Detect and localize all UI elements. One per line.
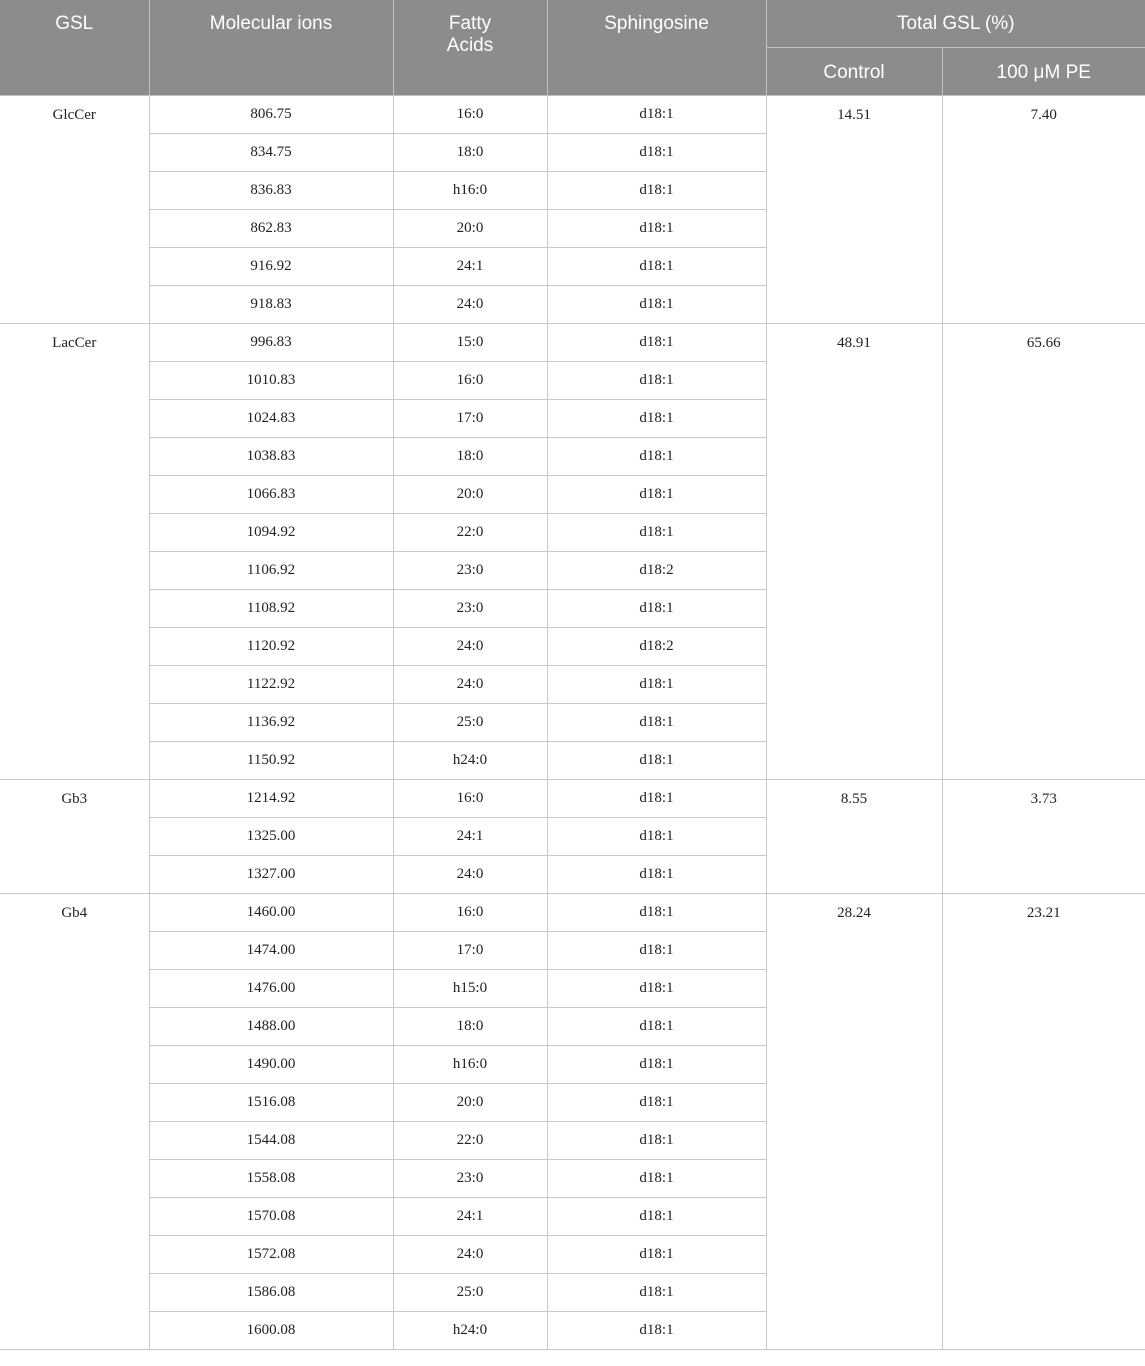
header-control: Control — [766, 48, 942, 96]
sphingosine-cell: d18:1 — [547, 514, 766, 552]
fatty-acid-cell: h15:0 — [393, 970, 547, 1008]
fatty-acid-cell: 24:1 — [393, 1198, 547, 1236]
sphingosine-cell: d18:1 — [547, 1198, 766, 1236]
group-name-cell: Gb3 — [0, 780, 149, 894]
molecular-ion-cell: 1474.00 — [149, 932, 393, 970]
group-name-cell: GlcCer — [0, 96, 149, 324]
fatty-acid-cell: 23:0 — [393, 552, 547, 590]
header-molecular-ions: Molecular ions — [149, 0, 393, 96]
sphingosine-cell: d18:1 — [547, 742, 766, 780]
molecular-ion-cell: 1327.00 — [149, 856, 393, 894]
pe-total-cell: 7.40 — [942, 96, 1145, 324]
molecular-ion-cell: 1024.83 — [149, 400, 393, 438]
molecular-ion-cell: 1570.08 — [149, 1198, 393, 1236]
fatty-acid-cell: 25:0 — [393, 1274, 547, 1312]
table-body — [0, 96, 1145, 1350]
sphingosine-cell: d18:1 — [547, 780, 766, 818]
pe-total-cell: 65.66 — [942, 324, 1145, 780]
fatty-acid-cell: 16:0 — [393, 96, 547, 134]
fatty-acid-cell: 17:0 — [393, 400, 547, 438]
sphingosine-cell: d18:1 — [547, 704, 766, 742]
sphingosine-cell: d18:1 — [547, 856, 766, 894]
table-row — [0, 894, 1145, 932]
sphingosine-cell: d18:1 — [547, 324, 766, 362]
fatty-acid-cell: 16:0 — [393, 362, 547, 400]
molecular-ion-cell: 1108.92 — [149, 590, 393, 628]
fatty-acid-cell: 17:0 — [393, 932, 547, 970]
molecular-ion-cell: 1038.83 — [149, 438, 393, 476]
sphingosine-cell: d18:1 — [547, 1008, 766, 1046]
sphingosine-cell: d18:1 — [547, 1046, 766, 1084]
molecular-ion-cell: 1150.92 — [149, 742, 393, 780]
control-total-cell: 28.24 — [766, 894, 942, 1350]
molecular-ion-cell: 1476.00 — [149, 970, 393, 1008]
fatty-acid-cell: 16:0 — [393, 894, 547, 932]
fatty-acid-cell: 22:0 — [393, 1122, 547, 1160]
molecular-ion-cell: 1066.83 — [149, 476, 393, 514]
sphingosine-cell: d18:1 — [547, 438, 766, 476]
sphingosine-cell: d18:1 — [547, 1122, 766, 1160]
header-total-gsl: Total GSL (%) — [766, 0, 1145, 48]
molecular-ion-cell: 1460.00 — [149, 894, 393, 932]
molecular-ion-cell: 1544.08 — [149, 1122, 393, 1160]
fatty-acid-cell: 25:0 — [393, 704, 547, 742]
pe-total-cell: 23.21 — [942, 894, 1145, 1350]
fatty-acid-cell: h16:0 — [393, 172, 547, 210]
fatty-acid-cell: 23:0 — [393, 1160, 547, 1198]
fatty-acid-cell: 23:0 — [393, 590, 547, 628]
table-row — [0, 96, 1145, 134]
header-fatty-acids-label: Fatty Acids — [446, 13, 494, 56]
sphingosine-cell: d18:2 — [547, 628, 766, 666]
molecular-ion-cell: 1136.92 — [149, 704, 393, 742]
sphingosine-cell: d18:1 — [547, 286, 766, 324]
sphingosine-cell: d18:1 — [547, 1274, 766, 1312]
sphingosine-cell: d18:1 — [547, 894, 766, 932]
fatty-acid-cell: 24:1 — [393, 248, 547, 286]
molecular-ion-cell: 1214.92 — [149, 780, 393, 818]
molecular-ion-cell: 916.92 — [149, 248, 393, 286]
molecular-ion-cell: 1572.08 — [149, 1236, 393, 1274]
header-sphingosine: Sphingosine — [547, 0, 766, 96]
fatty-acid-cell: 24:0 — [393, 856, 547, 894]
control-total-cell: 48.91 — [766, 324, 942, 780]
sphingosine-cell: d18:1 — [547, 362, 766, 400]
sphingosine-cell: d18:1 — [547, 590, 766, 628]
sphingosine-cell: d18:1 — [547, 818, 766, 856]
fatty-acid-cell: h16:0 — [393, 1046, 547, 1084]
molecular-ion-cell: 1516.08 — [149, 1084, 393, 1122]
sphingosine-cell: d18:2 — [547, 552, 766, 590]
molecular-ion-cell: 1600.08 — [149, 1312, 393, 1350]
sphingosine-cell: d18:1 — [547, 476, 766, 514]
fatty-acid-cell: h24:0 — [393, 1312, 547, 1350]
molecular-ion-cell: 834.75 — [149, 134, 393, 172]
sphingosine-cell: d18:1 — [547, 1160, 766, 1198]
molecular-ion-cell: 996.83 — [149, 324, 393, 362]
header-fatty-acids — [393, 0, 547, 96]
molecular-ion-cell: 1094.92 — [149, 514, 393, 552]
fatty-acid-cell: 20:0 — [393, 1084, 547, 1122]
group-name-cell: Gb4 — [0, 894, 149, 1350]
molecular-ion-cell: 1586.08 — [149, 1274, 393, 1312]
molecular-ion-cell: 862.83 — [149, 210, 393, 248]
table-row — [0, 324, 1145, 362]
molecular-ion-cell: 1122.92 — [149, 666, 393, 704]
pe-total-cell: 3.73 — [942, 780, 1145, 894]
molecular-ion-cell: 1120.92 — [149, 628, 393, 666]
fatty-acid-cell: 20:0 — [393, 210, 547, 248]
table-row — [0, 780, 1145, 818]
fatty-acid-cell: 22:0 — [393, 514, 547, 552]
fatty-acid-cell: 24:0 — [393, 666, 547, 704]
control-total-cell: 14.51 — [766, 96, 942, 324]
sphingosine-cell: d18:1 — [547, 1312, 766, 1350]
group-name-cell: LacCer — [0, 324, 149, 780]
fatty-acid-cell: 18:0 — [393, 438, 547, 476]
control-total-cell: 8.55 — [766, 780, 942, 894]
molecular-ion-cell: 1010.83 — [149, 362, 393, 400]
sphingosine-cell: d18:1 — [547, 666, 766, 704]
sphingosine-cell: d18:1 — [547, 970, 766, 1008]
molecular-ion-cell: 836.83 — [149, 172, 393, 210]
sphingosine-cell: d18:1 — [547, 1084, 766, 1122]
fatty-acid-cell: h24:0 — [393, 742, 547, 780]
sphingosine-cell: d18:1 — [547, 1236, 766, 1274]
fatty-acid-cell: 24:0 — [393, 286, 547, 324]
molecular-ion-cell: 806.75 — [149, 96, 393, 134]
sphingosine-cell: d18:1 — [547, 172, 766, 210]
fatty-acid-cell: 20:0 — [393, 476, 547, 514]
sphingosine-cell: d18:1 — [547, 96, 766, 134]
molecular-ion-cell: 1488.00 — [149, 1008, 393, 1046]
sphingosine-cell: d18:1 — [547, 210, 766, 248]
fatty-acid-cell: 24:1 — [393, 818, 547, 856]
fatty-acid-cell: 18:0 — [393, 134, 547, 172]
table-header — [0, 0, 1145, 96]
fatty-acid-cell: 24:0 — [393, 628, 547, 666]
sphingosine-cell: d18:1 — [547, 400, 766, 438]
fatty-acid-cell: 18:0 — [393, 1008, 547, 1046]
fatty-acid-cell: 15:0 — [393, 324, 547, 362]
sphingosine-cell: d18:1 — [547, 248, 766, 286]
molecular-ion-cell: 1325.00 — [149, 818, 393, 856]
header-pe: 100 μM PE — [942, 48, 1145, 96]
fatty-acid-cell: 24:0 — [393, 1236, 547, 1274]
fatty-acid-cell: 16:0 — [393, 780, 547, 818]
header-gsl: GSL — [0, 0, 149, 96]
molecular-ion-cell: 1558.08 — [149, 1160, 393, 1198]
sphingosine-cell: d18:1 — [547, 134, 766, 172]
sphingosine-cell: d18:1 — [547, 932, 766, 970]
molecular-ion-cell: 1490.00 — [149, 1046, 393, 1084]
molecular-ion-cell: 918.83 — [149, 286, 393, 324]
molecular-ion-cell: 1106.92 — [149, 552, 393, 590]
